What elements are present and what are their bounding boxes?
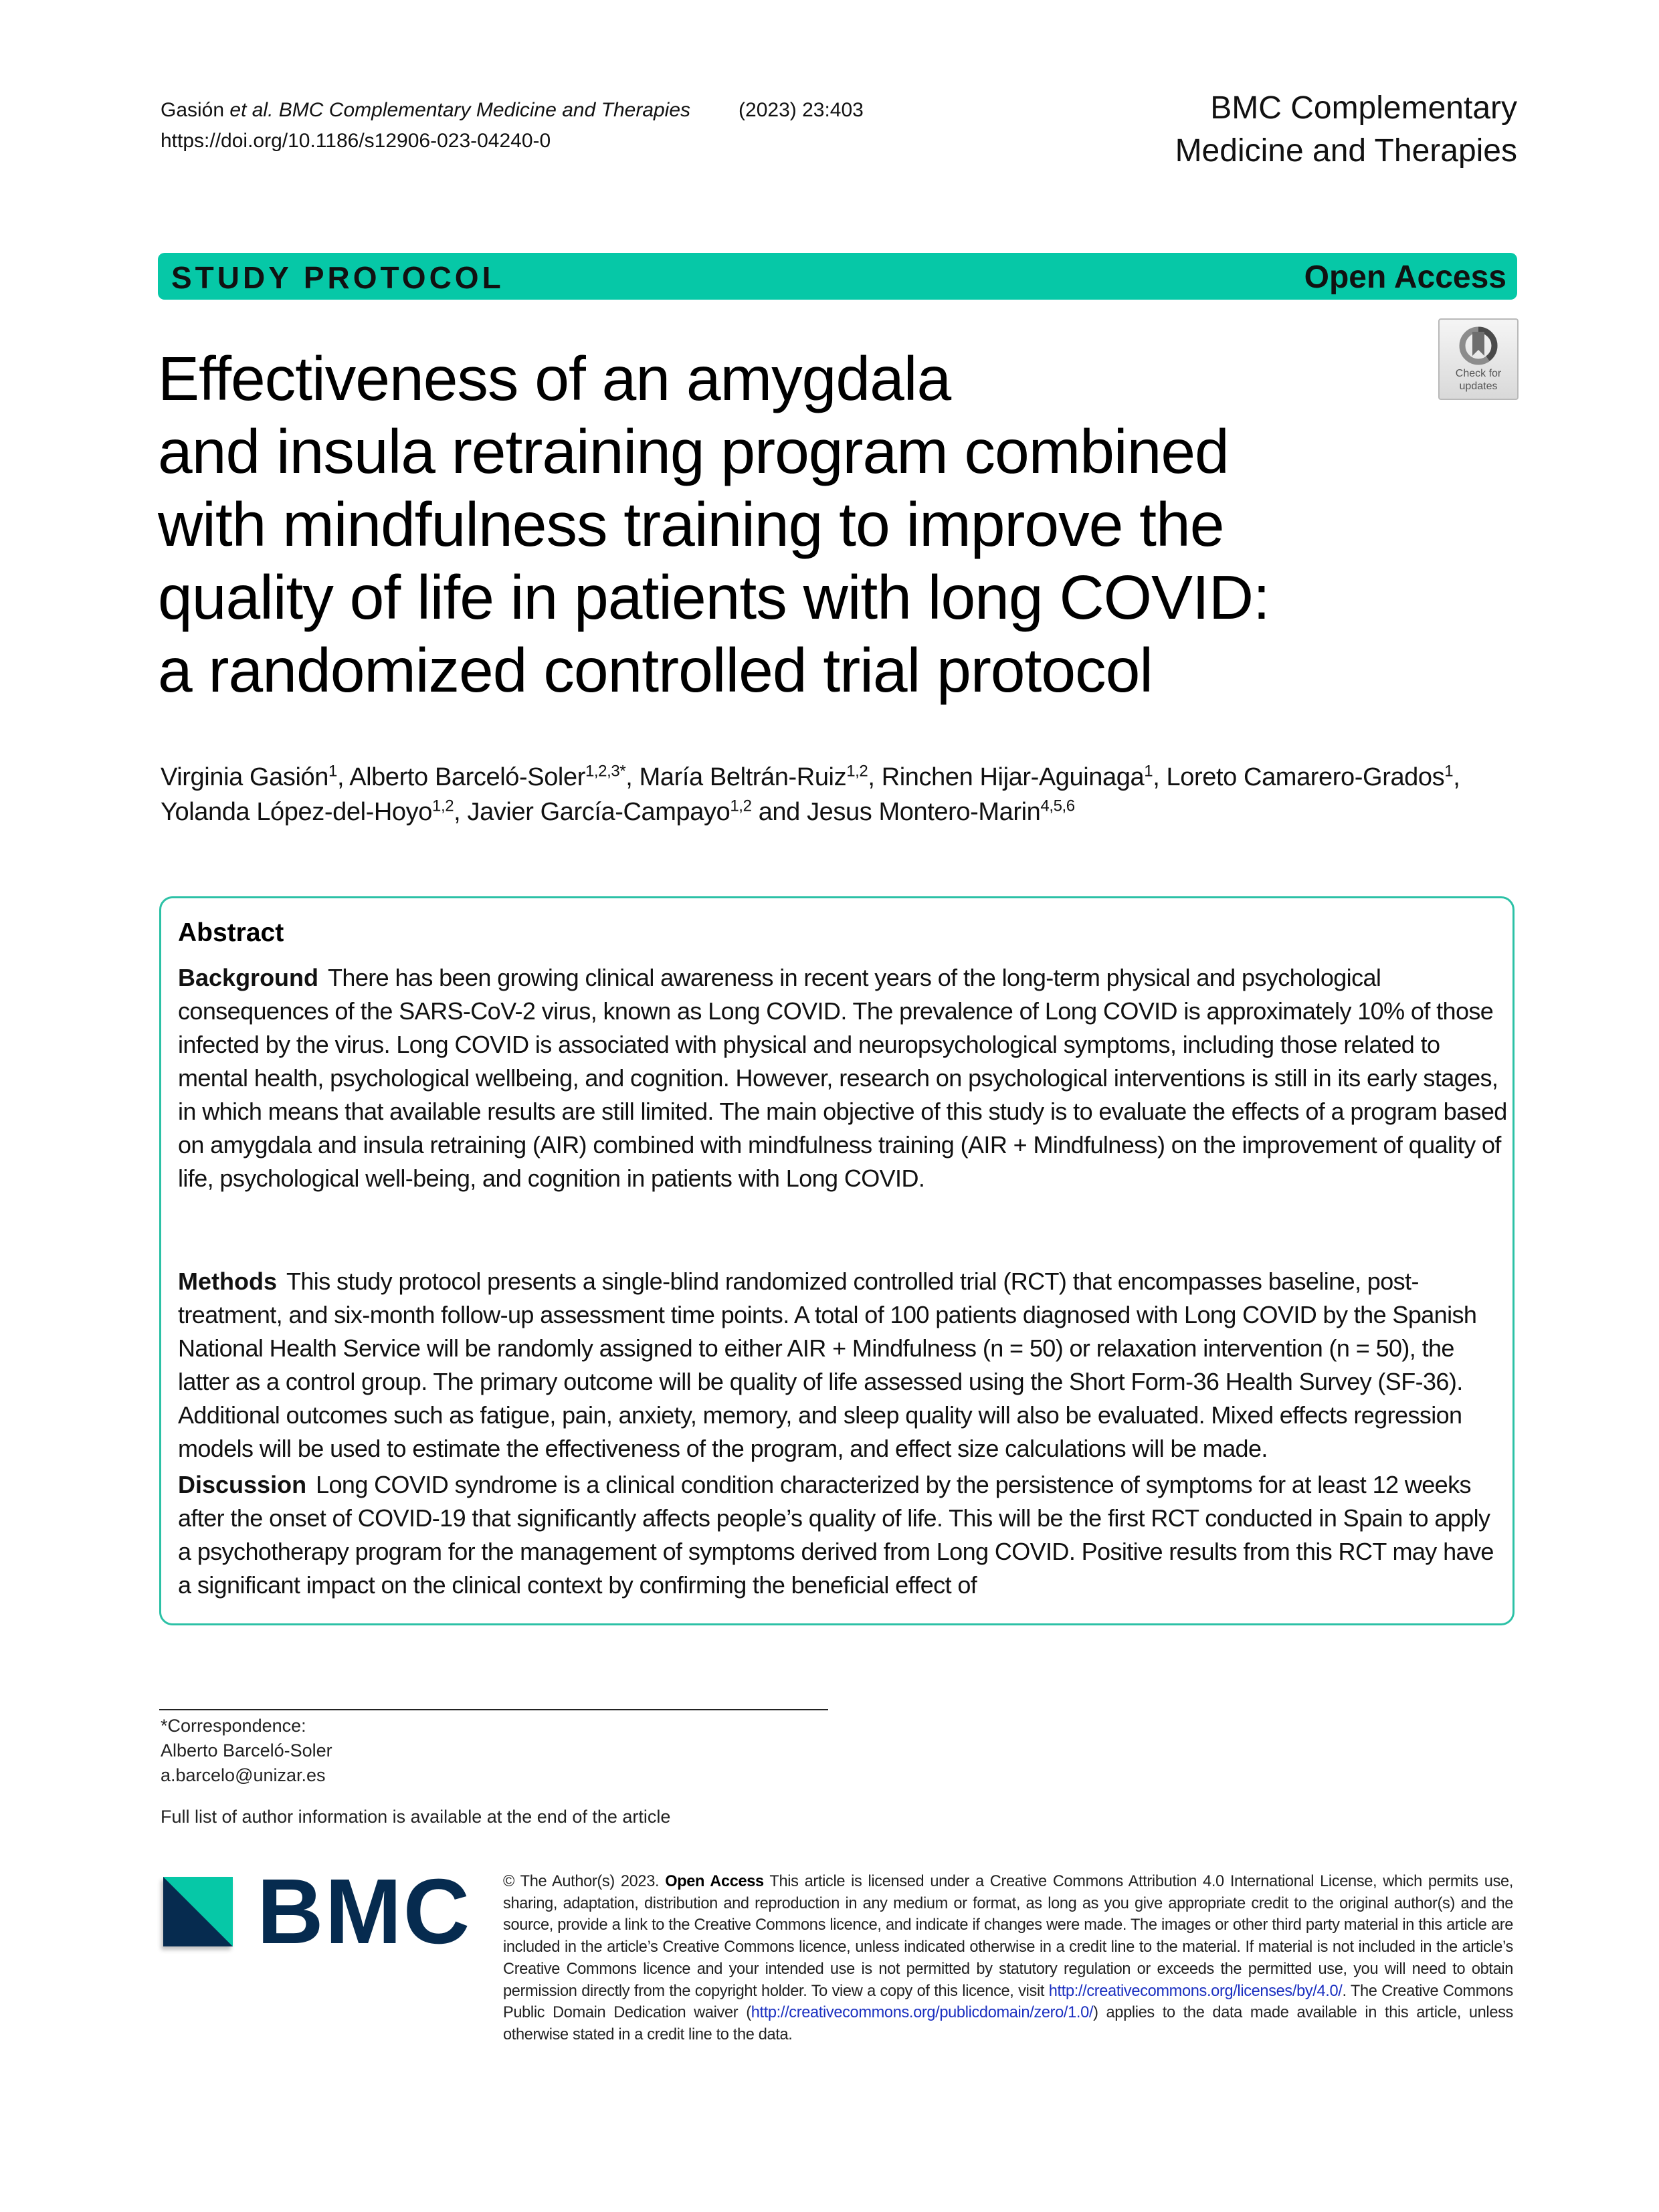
author-name[interactable]: Rinchen Hijar-Aguinaga (881, 763, 1145, 791)
background-text: There has been growing clinical awareness in recent years of the long-term physical and psychological consequences of the SARS-CoV-2 virus, known as Long COVID. The prevalence of Long COVID is approximately 10% of those infected by the virus. Long COVID is associated with physical and neuropsychological symptoms, including those related to mental health, psychological wellbeing, and cognition. However, research on psychological interventions is still in its early stages, in which means that available results are still limited. The main objective of this study is to evaluate the effects of a program based on amygdala and insula retraining (AIR) combined with mindfulness training (AIR + Mindfulness) on the improvement of quality of life, psychological well-being, and cognition in patients with Long COVID. (178, 964, 1507, 1192)
check-for-updates-button[interactable] (1438, 318, 1519, 400)
article-type-bar (158, 253, 1517, 300)
citation-authors: Gasión (161, 99, 230, 121)
bmc-logo-text: BMC (257, 1860, 472, 1963)
journal-name-line2: Medicine and Therapies (1175, 133, 1517, 169)
abstract-heading: Abstract (178, 918, 284, 947)
abstract-background (178, 961, 1509, 1195)
correspondence-email[interactable]: a.barcelo@unizar.es (161, 1765, 326, 1785)
title-line: and insula retraining program combined (158, 417, 1229, 486)
title-line: with mindfulness training to improve the (158, 490, 1224, 559)
author-affiliation: 1 (328, 762, 337, 781)
abstract-discussion (178, 1468, 1509, 1602)
author-name[interactable]: Virginia Gasión (161, 763, 329, 791)
author-name[interactable]: Loreto Camarero-Grados (1166, 763, 1445, 791)
check-for-updates-line2: updates (1459, 381, 1498, 392)
author-separator: , (625, 763, 640, 791)
footnote-divider (159, 1709, 828, 1710)
author-separator: , (1153, 763, 1167, 791)
license-open-access-label: Open Access (665, 1873, 764, 1890)
author-separator: , (454, 798, 468, 826)
author-name[interactable]: Yolanda López-del-Hoyo (161, 798, 432, 826)
license-text: . The Creative Commons Public Domain Dedication waiver ( (503, 1982, 1513, 2022)
abstract-box (159, 896, 1515, 1625)
citation-journal: BMC Complementary Medicine and Therapies (273, 99, 691, 121)
discussion-text: Long COVID syndrome is a clinical condition characterized by the persistence of symptoms for at least 12 weeks after the onset of COVID-19 that significantly affects people’s quality of life. This will be the first RCT conducted in Spain to apply a psychotherapy program for the management of symptoms derived from Long COVID. Positive results from this RCT may have a significant impact on the clinical context by confirming the beneficial effect of (178, 1471, 1494, 1599)
author-list (161, 760, 1525, 829)
author-name[interactable]: Alberto Barceló-Soler (349, 763, 585, 791)
author-affiliation: 1 (1444, 762, 1454, 781)
author-affiliation: 1,2 (432, 797, 454, 815)
citation-volume: (2023) 23:403 (739, 99, 864, 121)
journal-name-line1: BMC Complementary (1210, 90, 1517, 126)
abstract-methods (178, 1265, 1509, 1466)
title-line: a randomized controlled trial protocol (158, 635, 1153, 705)
check-for-updates-line1: Check for (1455, 368, 1502, 379)
full-author-info-note: Full list of author information is available at the end of the article (161, 1807, 671, 1827)
correspondence-label: *Correspondence: (161, 1716, 306, 1736)
author-affiliation: 1 (1144, 762, 1153, 781)
methods-text: This study protocol presents a single-blind randomized controlled trial (RCT) that encompasses baseline, post-treatment, and six-month follow-up assessment time points. A total of 100 patients diagnosed with Long COVID by the Spanish National Health Service will be randomly assigned to either AIR + Mindfulness (n = 50) or relaxation intervention (n = 50), the latter as a control group. The primary outcome will be quality of life assessed using the Short Form-36 Health Survey (SF-36). Additional outcomes such as fatigue, pain, anxiety, memory, and sleep quality will also be evaluated. Mixed effects regression models will be used to estimate the effectiveness of the program, and effect size calculations will be made. (178, 1268, 1477, 1462)
doi-link[interactable]: https://doi.org/10.1186/s12906-023-04240-0 (161, 130, 551, 152)
bmc-logo-mark-icon (163, 1877, 233, 1946)
journal-name (1175, 87, 1517, 173)
author-separator: , (336, 763, 350, 791)
citation-etal: et al. (229, 99, 274, 121)
discussion-label: Discussion (178, 1471, 307, 1498)
title-line: Effectiveness of an amygdala (158, 344, 951, 413)
cc-zero-waiver-link[interactable]: http://creativecommons.org/publicdomain/zero/1.0/ (751, 2004, 1094, 2022)
cc-by-license-link[interactable]: http://creativecommons.org/licenses/by/4.0/ (1048, 1982, 1343, 2000)
author-separator: , (868, 763, 882, 791)
correspondence-name: Alberto Barceló-Soler (161, 1740, 332, 1761)
author-separator: , (1453, 763, 1460, 791)
correspondence-block (161, 1714, 332, 1788)
author-name[interactable]: Javier García-Campayo (467, 798, 730, 826)
author-affiliation: 1,2,3* (585, 762, 626, 781)
citation-line (161, 95, 864, 126)
running-header (161, 95, 864, 157)
author-affiliation: 1,2 (730, 797, 752, 815)
author-affiliation: 4,5,6 (1040, 797, 1075, 815)
bookmark-ring-icon (1458, 325, 1499, 367)
open-access-label: Open Access (1304, 260, 1506, 295)
license-statement (503, 1871, 1513, 2046)
background-label: Background (178, 964, 319, 991)
article-title (158, 342, 1362, 707)
author-separator: and (751, 798, 807, 826)
title-line: quality of life in patients with long COVID: (158, 563, 1270, 632)
license-text: ) applies to the data made available in this article, unless otherwise stated in a credit line to the data. (503, 2004, 1513, 2043)
license-text: This article is licensed under a Creative Commons Attribution 4.0 International License, which permits use, sharing, adaptation, distribution and reproduction in any medium or format, as long as you give appropriate credit to the original author(s) and the source, provide a link to the Creative Commons licence, and indicate if changes were made. The images or other third party material in this article are included in the article’s Creative Commons licence, unless indicated otherwise in a credit line to the material. If material is not included in the article’s Creative Commons licence and your intended use is not permitted by statutory regulation or exceeds the permitted use, you will need to obtain permission directly from the copyright holder. To view a copy of this licence, visit (503, 1873, 1514, 2000)
author-name[interactable]: María Beltrán-Ruiz (639, 763, 847, 791)
methods-label: Methods (178, 1268, 277, 1295)
author-name[interactable]: Jesus Montero-Marin (807, 798, 1041, 826)
copyright-text: © The Author(s) 2023. (503, 1873, 666, 1890)
article-type-label: STUDY PROTOCOL (171, 260, 504, 295)
bmc-logo (163, 1860, 472, 1964)
author-affiliation: 1,2 (846, 762, 868, 781)
